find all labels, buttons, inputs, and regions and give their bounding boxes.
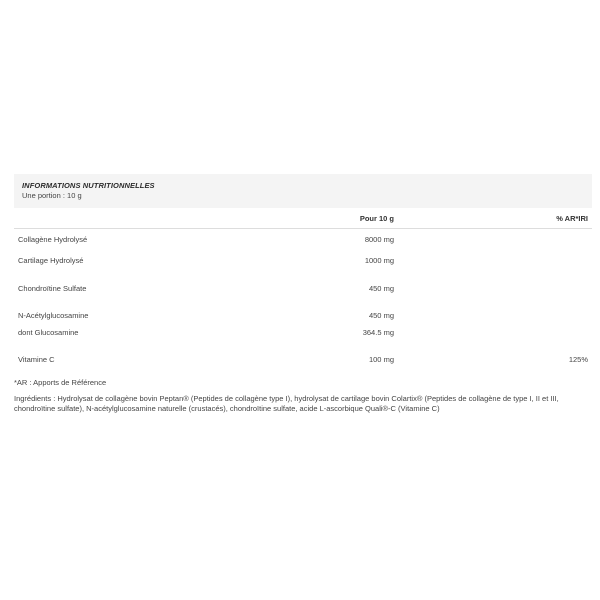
column-header-per-portion: Pour 10 g	[359, 214, 394, 223]
nutrient-value: 450 mg	[368, 311, 394, 320]
nutrient-name: Chondroïtine Sulfate	[18, 284, 87, 293]
nutrient-value: 100 mg	[368, 355, 394, 364]
nutrient-name: N-Acétylglucosamine	[18, 311, 89, 320]
nutrition-header	[14, 174, 592, 208]
reference-footnote: *AR : Apports de Référence	[14, 378, 107, 387]
nutrient-value: 1000 mg	[364, 256, 394, 265]
nutrient-name: Vitamine C	[18, 355, 55, 364]
nutrient-value: 8000 mg	[364, 235, 394, 244]
table-row	[14, 235, 592, 247]
table-row	[14, 256, 592, 268]
nutrient-name: Cartilage Hydrolysé	[18, 256, 84, 265]
nutrition-title: INFORMATIONS NUTRITIONNELLES	[22, 181, 155, 190]
nutrition-panel	[14, 174, 592, 364]
column-headers	[14, 208, 592, 229]
ingredients-text: Ingrédients : Hydrolysat de collagène bovin Peptan® (Peptides de collagène type I), hydrolysat de cartilage bovin Colartix® (Peptides de collagène de type I, II et III, chondroïtine sulfate), N-acétylglucosamine naturelle (crustacés), chondroïtine sulfate, acide L-ascorbique Quali®-C (Vitamine C)	[14, 394, 559, 413]
nutrient-reference-intake: 125%	[568, 355, 588, 364]
nutrient-value: 450 mg	[368, 284, 394, 293]
nutrient-name: Collagène Hydrolysé	[18, 235, 88, 244]
table-row	[14, 355, 592, 367]
portion-size: Une portion : 10 g	[22, 191, 82, 200]
table-row	[14, 284, 592, 296]
table-row	[14, 328, 592, 340]
nutrient-name: dont Glucosamine	[18, 328, 79, 337]
table-row	[14, 311, 592, 323]
column-header-reference-intake: % AR*IRI	[556, 214, 588, 223]
nutrient-value: 364.5 mg	[362, 328, 394, 337]
